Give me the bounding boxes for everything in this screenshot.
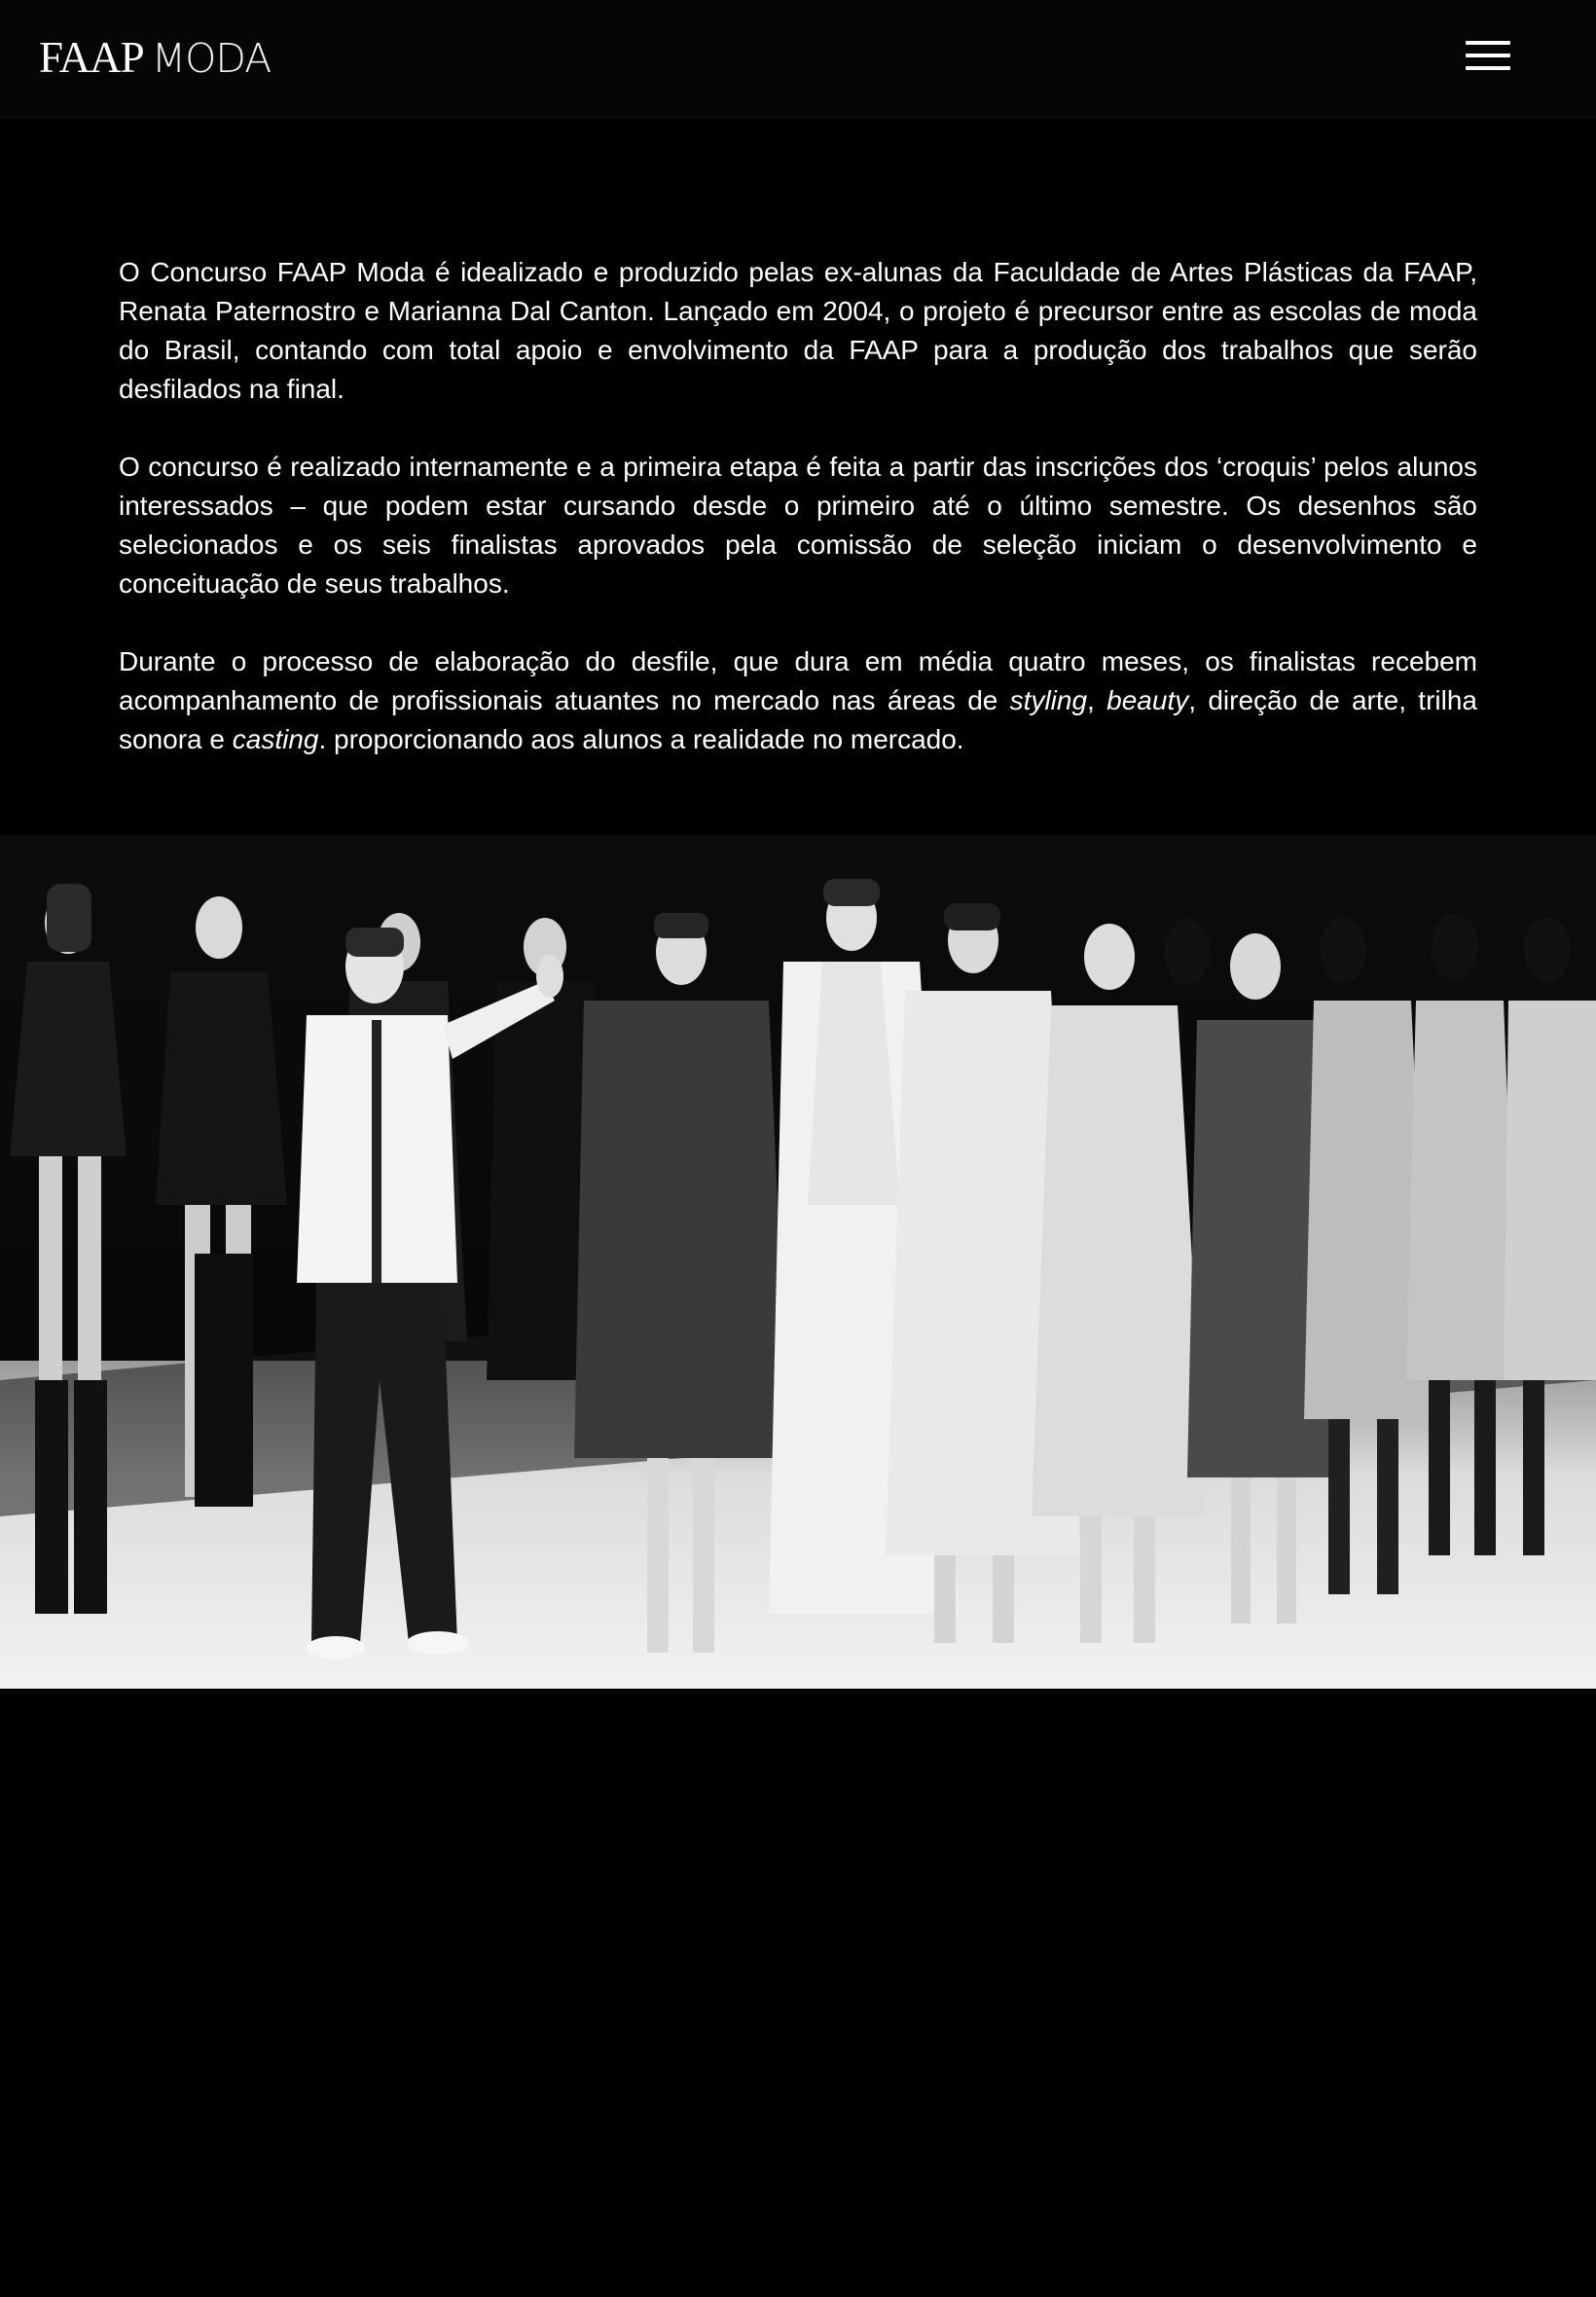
- intro-paragraph-1: O Concurso FAAP Moda é idealizado e produzido pelas ex-alunas da Faculdade de Artes Plásticas da FAAP, Renata Paternostro e Marianna Dal Canton. Lançado em 2004, o projeto é precursor entre as escolas de moda do Brasil, contando com total apoio e envolvimento da FAAP para a produção dos trabalhos que serão desfilados na final.: [119, 257, 1477, 404]
- logo-moda-text: MODA: [151, 35, 272, 82]
- intro-paragraph-3: [119, 642, 1477, 759]
- faap-moda-logo[interactable]: [39, 35, 271, 80]
- runway-finale-photo: [0, 835, 1596, 1689]
- site-header: [0, 0, 1596, 118]
- paragraph-3-text: . proporcionando aos alunos a realidade no mercado.: [318, 724, 964, 754]
- hamburger-menu-icon[interactable]: [1466, 37, 1514, 76]
- styling-term: styling: [1009, 685, 1088, 715]
- casting-term: casting: [232, 724, 319, 754]
- menu-bar: [1466, 54, 1510, 57]
- beauty-term: beauty: [1106, 685, 1189, 715]
- runway-photo-illustration: [0, 835, 1596, 1689]
- paragraph-3-text: Durante o processo de elaboração do desfile, que dura em média quatro meses, os finalistas recebem acompanhamento de profissionais atuantes no mercado nas áreas de: [119, 646, 1477, 715]
- logo-faap-text: FAAP: [39, 33, 144, 82]
- menu-bar: [1466, 41, 1510, 45]
- menu-bar: [1466, 66, 1510, 70]
- paragraph-3-text: ,: [1087, 685, 1107, 715]
- paragraph-3-text: , direção de arte, trilha sonora e: [119, 685, 1478, 754]
- intro-text-section: [119, 253, 1477, 798]
- intro-paragraph-2: O concurso é realizado internamente e a primeira etapa é feita a partir das inscrições dos ‘croquis’ pelos alunos interessados – que podem estar cursando desde o primeiro até o último semestre. Os desenhos são selecionados e os seis finalistas aprovados pela comissão de seleção iniciam o desenvolvimento e conceituação de seus trabalhos.: [119, 452, 1477, 599]
